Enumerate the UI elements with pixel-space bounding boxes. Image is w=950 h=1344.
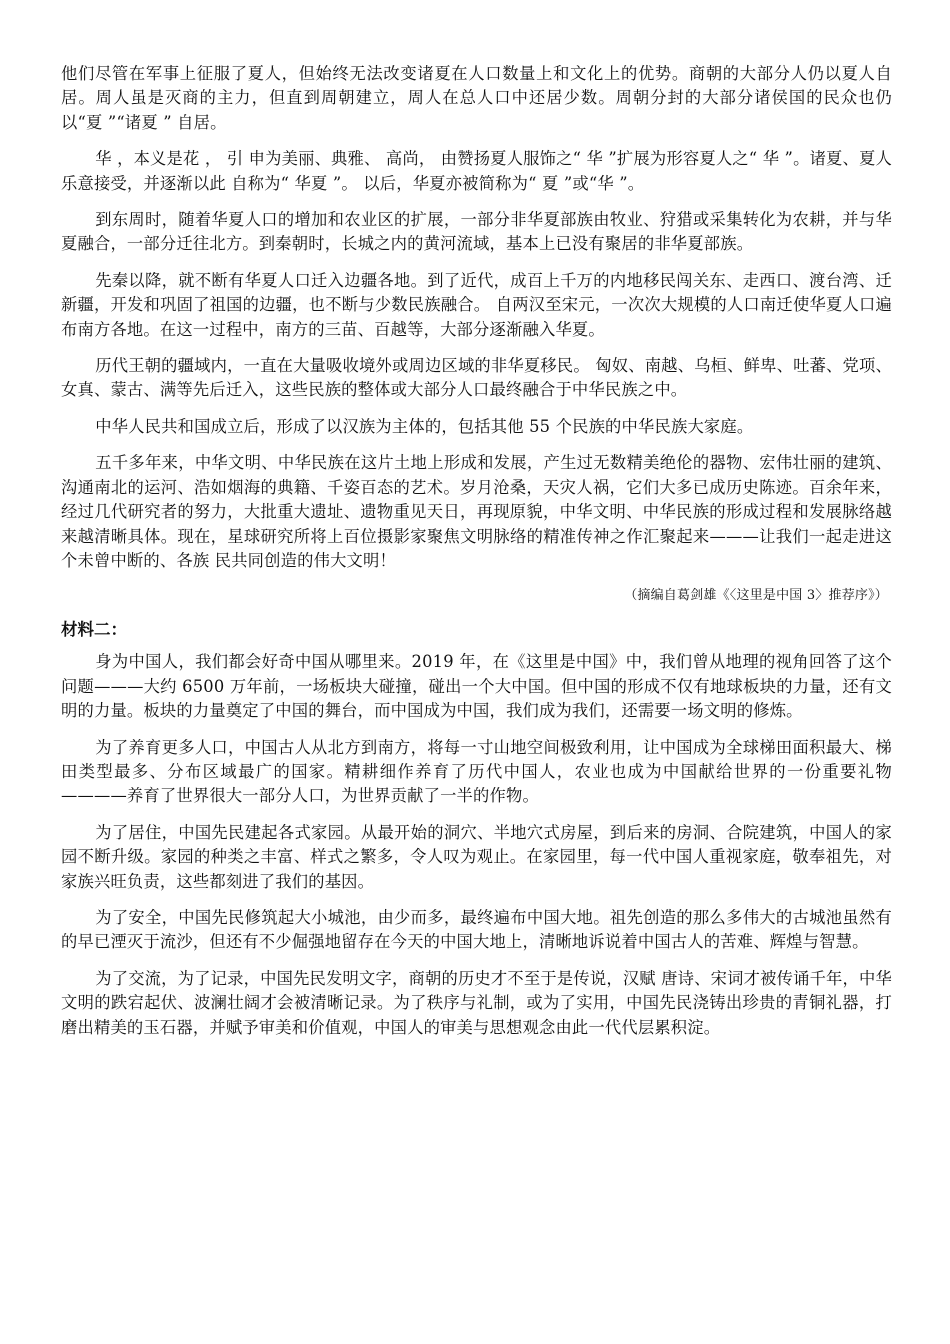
paragraph-8: 身为中国人，我们都会好奇中国从哪里来。2019 年，在《这里是中国》中，我们曾从地理的视角回答了这个问题———大约 6500 万年前，一场板块大碰撞，碰出一个大中国。但中国的形成不仅有地球板块的力量，还有文明的力量。板块的力量奠定了中国的舞台，而中国成为中国，我们成为我们，还需要一场文明的修炼。 — [61, 652, 892, 721]
paragraph-2: 华 ，本义是花 ， 引 申为美丽、典雅、 高尚， 由赞扬夏人服饰之“ 华 ”扩展为形容夏人之“ 华 ”。诸夏、夏人乐意接受，并逐渐以此 自称为“ 华夏 ”。 以后，华夏亦被简称为“ 夏 ”或“华 ”。 — [61, 149, 892, 193]
paragraph-7: 五千多年来，中华文明、中华民族在这片土地上形成和发展，产生过无数精美绝伦的器物、宏伟壮丽的建筑、沟通南北的运河、浩如烟海的典籍、千姿百态的艺术。岁月沧桑，天灾人祸，它们大多已成历史陈迹。百余年来，经过几代研究者的努力，大批重大遗址、遗物重见天日，再现原貌，中华文明、中华民族的形成过程和发展脉络越来越清晰具体。现在，星球研究所将上百位摄影家聚焦文明脉络的精准传神之作汇聚起来———让我们一起走进这个未曾中断的、各族 民共同创造的伟大文明！ — [61, 453, 892, 570]
material-one-section — [61, 62, 892, 606]
section-title: 材料二： — [61, 620, 127, 640]
paragraph-11: 为了安全，中国先民修筑起大小城池，由少而多，最终遍布中国大地。祖先创造的那么多伟大的古城池虽然有的早已湮灭于流沙，但还有不少倔强地留存在今天的中国大地上，清晰地诉说着中国古人的苦难、辉煌与智慧。 — [61, 907, 892, 952]
paragraph-10: 为了居住，中国先民建起各式家园。从最开始的洞穴、半地穴式房屋，到后来的房洞、合院建筑，中国人的家园不断升级。家园的种类之丰富、样式之繁多，令人叹为观止。在家园里，每一代中国人重视家庭，敬奉祖先，对家族兴旺负责，这些都刻进了我们的基因。 — [61, 822, 892, 891]
citation: （摘编自葛剑雄《〈这里是中国 3〉推荐序》） — [624, 588, 888, 604]
paragraph-12: 为了交流，为了记录，中国先民发明文字，商朝的历史才不至于是传说，汉赋 唐诗、宋词才被传诵千年，中华文明的跌宕起伏、波澜壮阔才会被清晰记录。为了秩序与礼制，或为了实用，中国先民浇铸出珍贵的青铜礼器，打磨出精美的玉石器，并赋予审美和价值观，中国人的审美与思想观念由此一代代层累积淀。 — [61, 968, 892, 1037]
material-two-section — [61, 618, 892, 1040]
paragraph-5: 历代王朝的疆域内，一直在大量吸收境外或周边区域的非华夏移民。 匈奴、南越、乌桓、鲜卑、吐蕃、党项、女真、蒙古、满等先后迁入，这些民族的整体或大部分人口最终融合于中华民族之中。 — [61, 356, 892, 400]
paragraph-9: 为了养育更多人口，中国古人从北方到南方，将每一寸山地空间极致利用，让中国成为全球梯田面积最大、梯田类型最多、分布区域最广的国家。精耕细作养育了历代中国人，农业也成为中国献给世界的一份重要礼物————养育了世界很大一部分人口，为世界贡献了一半的作物。 — [61, 737, 892, 806]
paragraph-6: 中华人民共和国成立后，形成了以汉族为主体的，包括其他 55 个民族的中华民族大家庭。 — [95, 416, 754, 436]
paragraph-1: 他们尽管在军事上征服了夏人，但始终无法改变诸夏在人口数量上和文化上的优势。商朝的大部分人仍以夏人自居。周人虽是灭商的主力，但直到周朝建立，周人在总人口中还居少数。周朝分封的大部分诸侯国的民众也仍以“夏 ”“诸夏 ” 自居。 — [61, 64, 892, 132]
paragraph-3: 到东周时，随着华夏人口的增加和农业区的扩展，一部分非华夏部族由牧业、狩猎或采集转化为农耕，并与华夏融合，一部分迁往北方。到秦朝时，长城之内的黄河流域，基本上已没有聚居的非华夏部族。 — [61, 210, 892, 254]
paragraph-4: 先秦以降，就不断有华夏人口迁入边疆各地。到了近代，成百上千万的内地移民闯关东、走西口、渡台湾、迁新疆，开发和巩固了祖国的边疆，也不断与少数民族融合。 自两汉至宋元，一次次大规模的人口南迁使华夏人口遍布南方各地。在这一过程中，南方的三苗、百越等，大部分逐渐融入华夏。 — [61, 270, 892, 339]
